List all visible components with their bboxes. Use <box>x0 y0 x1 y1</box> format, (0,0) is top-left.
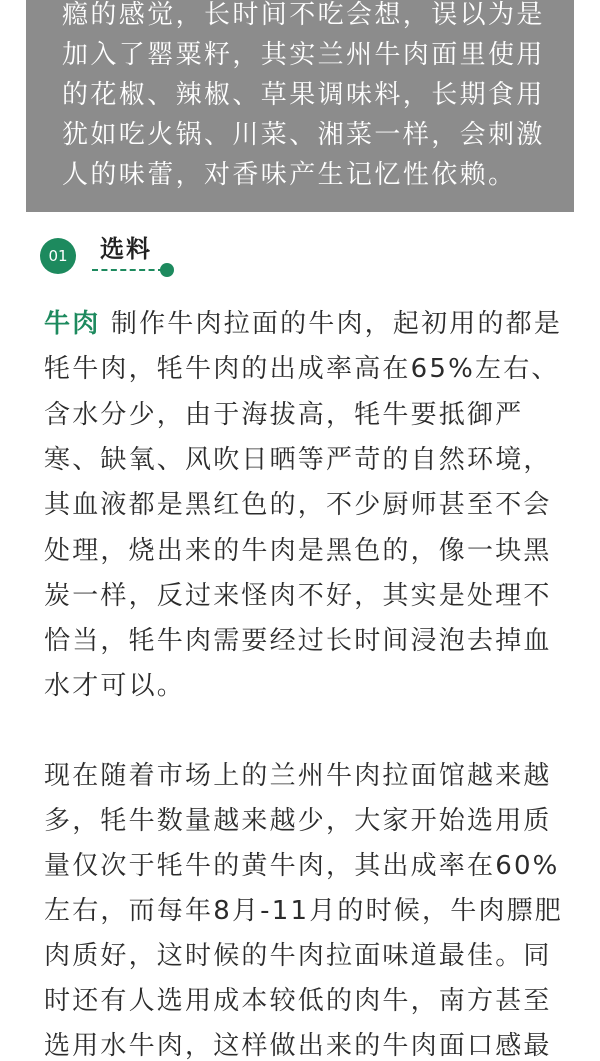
section-heading <box>40 236 340 280</box>
intro-line: 的花椒、辣椒、草果调味料，长期食用 <box>62 80 545 110</box>
paragraph1-line: 恰当，牦牛肉需要经过长时间浸泡去掉血 <box>44 626 552 656</box>
section-number-badge: 01 <box>40 238 76 274</box>
intro-line: 人的味蕾，对香味产生记忆性依赖。 <box>62 160 517 190</box>
paragraph1-line: 其血液都是黑红色的，不少厨师甚至不会 <box>44 490 552 520</box>
paragraph2-line: 量仅次于牦牛的黄牛肉，其出成率在60% <box>44 851 560 881</box>
paragraph2-line: 现在随着市场上的兰州牛肉拉面馆越来越 <box>44 761 552 791</box>
paragraph2-line: 选用水牛肉，这样做出来的牛肉面口感最 <box>44 1031 552 1061</box>
intro-quote-box <box>26 0 574 212</box>
paragraph2-line: 多，牦牛数量越来越少，大家开始选用质 <box>44 806 552 836</box>
paragraph1-line: 牦牛肉，牦牛肉的出成率高在65%左右、 <box>44 354 560 384</box>
section-dashed-underline <box>92 269 164 271</box>
paragraph1-line: 处理，烧出来的牛肉是黑色的，像一块黑 <box>44 536 552 566</box>
paragraph2-line: 肉质好，这时候的牛肉拉面味道最佳。同 <box>44 941 552 971</box>
section-title: 选料 <box>100 235 152 263</box>
paragraph1-line: 含水分少，由于海拔高，牦牛要抵御严 <box>44 400 524 430</box>
intro-line: 瘾的感觉，长时间不吃会想，误以为是 <box>62 0 545 30</box>
paragraph2-line: 左右，而每年8月-11月的时候，牛肉膘肥 <box>44 896 564 926</box>
keyword-beef: 牛肉 <box>44 309 101 339</box>
paragraph1-line: 炭一样，反过来怪肉不好，其实是处理不 <box>44 581 552 611</box>
section-underline-dot <box>160 263 174 277</box>
paragraph1-line: 水才可以。 <box>44 671 186 701</box>
paragraph1-first-line-text: 制作牛肉拉面的牛肉，起初用的都是 <box>100 309 563 339</box>
paragraph1-line <box>44 310 562 338</box>
paragraph1-line: 寒、缺氧、风吹日晒等严苛的自然环境， <box>44 445 552 475</box>
paragraph2-line: 时还有人选用成本较低的肉牛，南方甚至 <box>44 986 552 1016</box>
intro-line: 加入了罂粟籽，其实兰州牛肉面里使用 <box>62 40 545 70</box>
intro-line: 犹如吃火锅、川菜、湘菜一样，会刺激 <box>62 120 545 150</box>
